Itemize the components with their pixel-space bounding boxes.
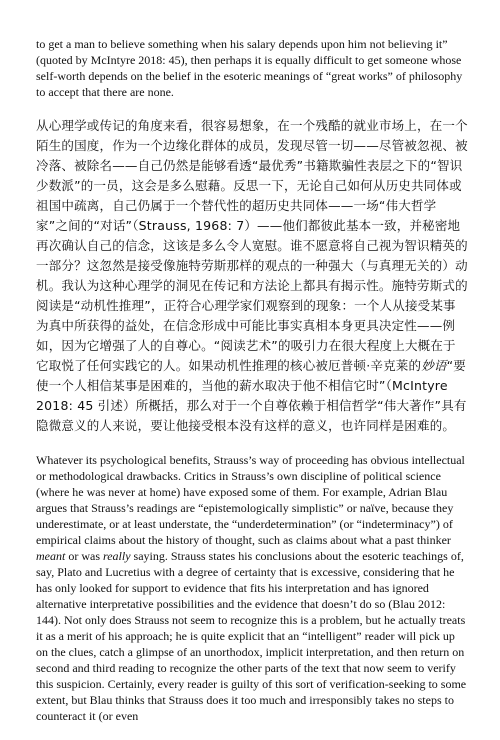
document-page	[36, 36, 468, 740]
paragraph-chinese-translation	[36, 116, 468, 436]
paragraph-3-part-1: Whatever its psychological benefits, Strauss’s way of proceeding has obvious intellectual or methodological drawbacks. Critics in Strauss’s own discipline of political science (where he was never at home) have exposed some of them. For example, Adrian Blau argues that Strauss’s readings are “epistemologically simplistic” or naïve, because they underestimate, or at least understate, the “underdetermination” (or “indeterminacy”) of empirical claims about the history of thought, such as claims about what a past thinker	[36, 453, 465, 547]
paragraph-english-continuation: to get a man to believe something when his salary depends upon him not believing it” (quoted by McIntyre 2018: 45), then perhaps it is equally difficult to get someone whose self-worth depends on the belief in the esoteric meanings of “great works” of philosophy to accept that there are none.	[36, 37, 463, 99]
paragraph-3-emphasis-really: really	[103, 549, 131, 563]
paragraph-chinese-part-2: “要使一个人相信某事是困难的，当他的薪水取决于他不相信它时”（McIntyre 2018: 45 引述）所概括，那么对于一个自尊依赖于相信哲学“伟大著作”具有隐微意义的人来说，要让他接受根本没有这样的意义，也许同样是困难的。	[36, 358, 467, 433]
paragraph-chinese-part-1: 从心理学或传记的角度来看，很容易想象，在一个残酷的就业市场上，在一个陌生的国度，作为一个边缘化群体的成员，发现尽管一切——尽管被忽视、被冷落、被除名——自己仍然是能够看透“最优秀”书籍欺骗性表层之下的“智识少数派”的一员，这会是多么慰藉。反思一下，无论自己如何从历史共同体或祖国中疏离，自己仍属于一个替代性的超历史共同体——一场“伟大哲学家”之间的“对话”（Strauss, 1968: 7）——他们都彼此基本一致，并秘密地再次确认自己的信念，这该是多么令人宽慰。谁不愿意将自己视为智识精英的一部分？这忽然是接受像施特劳斯那样的观点的一种强大（与真理无关的）动机。我认为这种心理学的洞见在传记和方法论上都具有揭示性。施特劳斯式的阅读是“动机性推理”，正符合心理学家们观察到的现象：一个人从接受某事为真中所获得的益处，在信念形成中可能比事实真相本身更具决定性——例如，因为它增强了人的自尊心。“阅读艺术”的吸引力在很大程度上大概在于它取悦了任何实践它的人。如果动机性推理的核心被厄普顿·辛克莱的	[36, 118, 468, 373]
paragraph-3-part-2: or was	[65, 549, 103, 563]
paragraph-english-strauss-drawbacks	[36, 452, 468, 724]
paragraph-3-part-3: saying. Strauss states his conclusions about the esoteric teachings of, say, Plato and Lucretius with a degree of certainty that is excessive, considering that he has only looked for support to evidence that fits his interpretation and has ignored alternative interpretative possibilities and the evidence that doesn’t do so (Blau 2012: 144). Not only does Strauss not seem to recognize this is a problem, but he actually treats it as a merit of his approach; he is quite explicit that an “intelligent” reader will pick up on the clues, catch a glimpse of an unorthodox, implicit interpretation, and then return on second and third reading to recognize the other parts of the text that now seem to verify this suspicion. Certainly, every reader is guilty of this sort of verification-seeking to some extent, but Blau thinks that Strauss does it too much and irresponsibly takes no steps to counteract it (or even	[36, 549, 467, 723]
paragraph-3-emphasis-meant: meant	[36, 549, 66, 563]
paragraph-chinese-emphasis: 妙语	[421, 358, 447, 373]
